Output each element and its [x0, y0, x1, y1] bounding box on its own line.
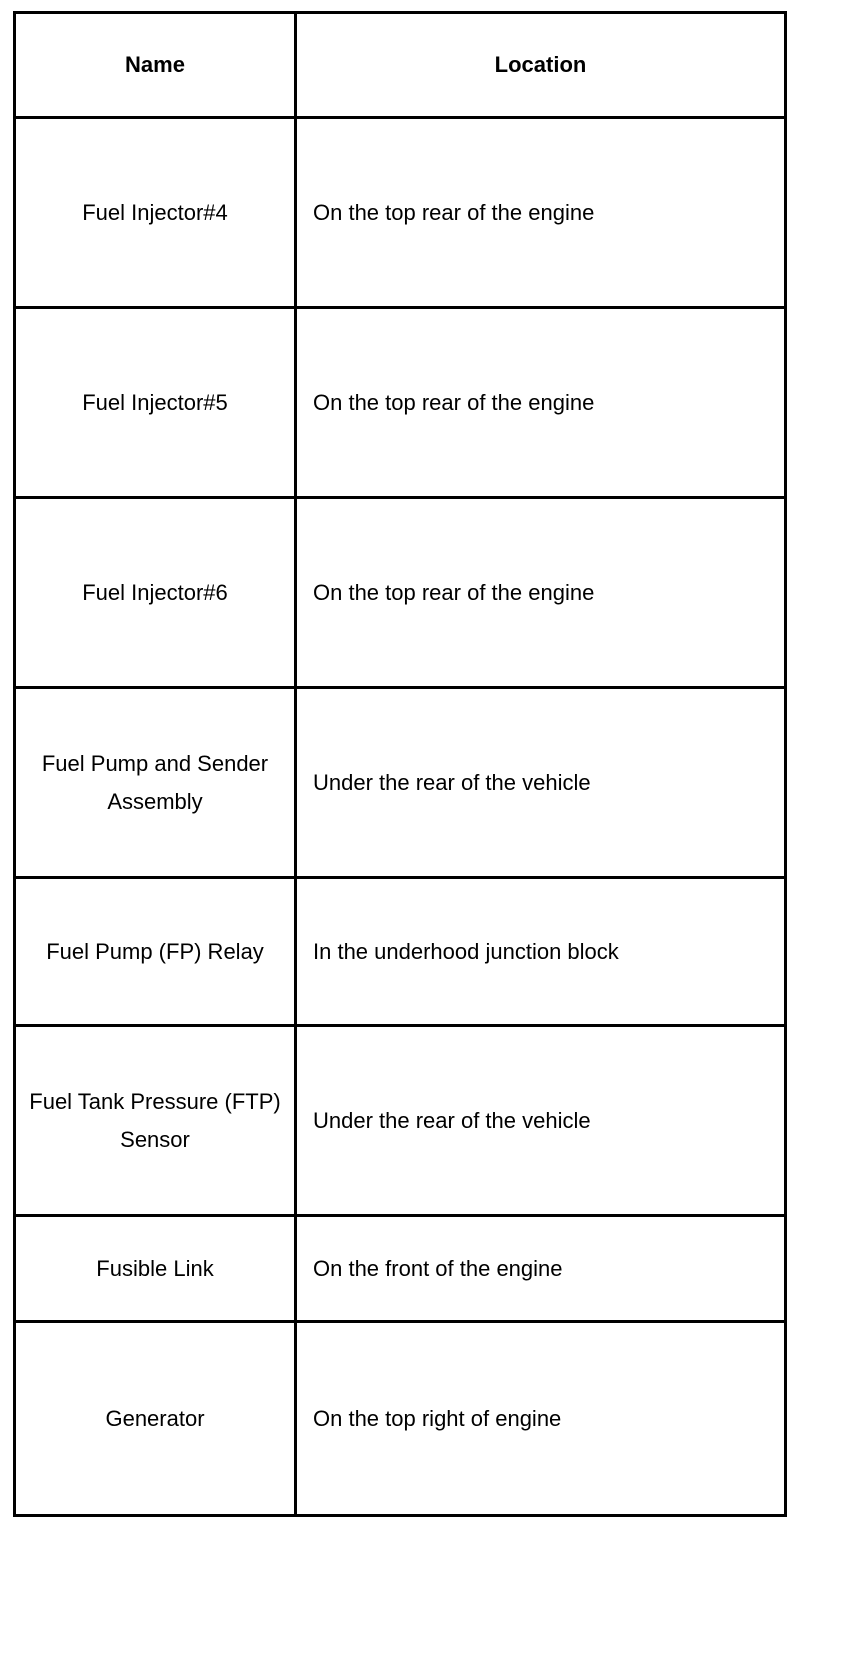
- component-name: Fuel Injector#4: [15, 118, 296, 308]
- header-name: Name: [15, 13, 296, 118]
- component-location-table: [13, 11, 787, 1517]
- component-location: On the top rear of the engine: [296, 308, 786, 498]
- table-row: [15, 308, 786, 498]
- component-location: In the underhood junction block: [296, 878, 786, 1026]
- component-name: Fuel Pump (FP) Relay: [15, 878, 296, 1026]
- component-location: On the front of the engine: [296, 1216, 786, 1322]
- component-location: On the top rear of the engine: [296, 498, 786, 688]
- component-name: Fuel Tank Pressure (FTP) Sensor: [15, 1026, 296, 1216]
- table-row: [15, 498, 786, 688]
- table-row: [15, 1026, 786, 1216]
- component-name: Fuel Pump and Sender Assembly: [15, 688, 296, 878]
- table-row: [15, 878, 786, 1026]
- component-name: Generator: [15, 1322, 296, 1516]
- table-row: [15, 118, 786, 308]
- component-name: Fusible Link: [15, 1216, 296, 1322]
- table-header-row: [15, 13, 786, 118]
- component-name: Fuel Injector#6: [15, 498, 296, 688]
- table-row: [15, 688, 786, 878]
- component-location: On the top rear of the engine: [296, 118, 786, 308]
- table-row: [15, 1322, 786, 1516]
- header-location: Location: [296, 13, 786, 118]
- component-location: Under the rear of the vehicle: [296, 1026, 786, 1216]
- component-location: On the top right of engine: [296, 1322, 786, 1516]
- table-row: [15, 1216, 786, 1322]
- component-name: Fuel Injector#5: [15, 308, 296, 498]
- component-location: Under the rear of the vehicle: [296, 688, 786, 878]
